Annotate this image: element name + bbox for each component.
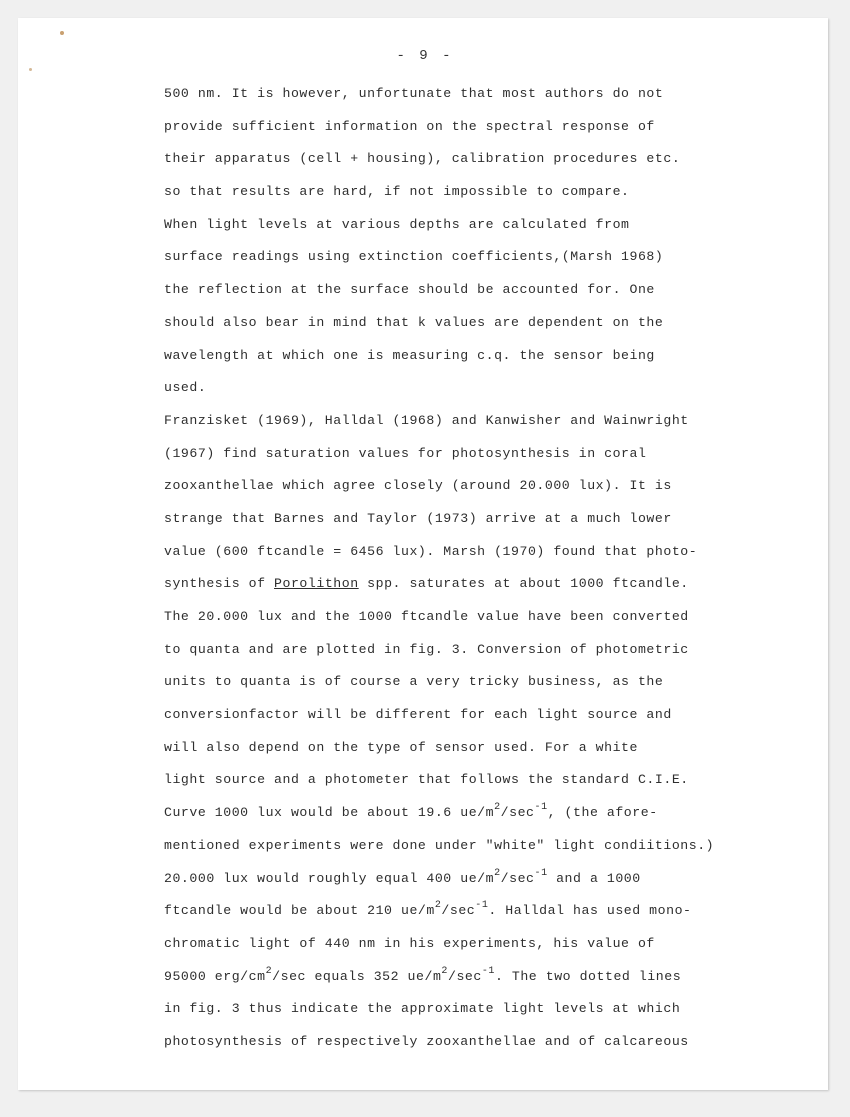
superscript: 2 bbox=[494, 867, 501, 879]
superscript: -1 bbox=[534, 867, 548, 879]
superscript: 2 bbox=[434, 900, 442, 912]
text-line: to quanta and are plotted in fig. 3. Conversion of photometric bbox=[164, 641, 689, 657]
text-line: 20.000 lux would roughly equal 400 $ue/m^2/\sec^{-1}$ and a 1000 bbox=[164, 867, 641, 886]
text-line: should also bear in mind that k values are dependent on the bbox=[164, 314, 664, 330]
text-line: value (600 ftcandle = 6456 lux). Marsh (1970) found that photo- bbox=[164, 543, 698, 559]
text-line: synthesis of Porolithon spp. saturates at about 1000 ftcandle. bbox=[164, 576, 689, 592]
text-line: units to quanta is of course a very tricky business, as the bbox=[164, 674, 664, 690]
underlined-genus-name: Porolithon bbox=[274, 576, 359, 592]
superscript: -1 bbox=[475, 900, 489, 912]
text-line: their apparatus (cell + housing), calibration procedures etc. bbox=[164, 151, 681, 167]
superscript: 2 bbox=[494, 802, 501, 814]
text-line: photosynthesis of respectively zooxanthellae and of calcareous bbox=[164, 1033, 689, 1049]
text-line: When light levels at various depths are calculated from bbox=[164, 216, 630, 232]
paper-speck bbox=[60, 31, 64, 35]
text-line: Curve 1000 lux would be about 19.6 $ue/m^2/\sec^{-1}$, (the afore- bbox=[164, 802, 658, 821]
text-line: light source and a photometer that follows the standard C.I.E. bbox=[164, 772, 689, 788]
text-line: in fig. 3 thus indicate the approximate light levels at which bbox=[164, 1001, 681, 1017]
text-line: wavelength at which one is measuring c.q. the sensor being bbox=[164, 347, 655, 363]
superscript: -1 bbox=[481, 965, 495, 977]
body-text bbox=[164, 80, 824, 1061]
text-line: strange that Barnes and Taylor (1973) arrive at a much lower bbox=[164, 510, 672, 526]
text-line: mentioned experiments were done under "white" light condiitions.) bbox=[164, 837, 715, 853]
text-line: 500 nm. It is however, unfortunate that most authors do not bbox=[164, 86, 664, 101]
text-line: provide sufficient information on the spectral response of bbox=[164, 118, 655, 134]
superscript: 2 bbox=[265, 965, 273, 977]
text-line: ftcandle would be about 210 $ue/m^2/\sec^{-1}$. Halldal has used mono- bbox=[164, 900, 692, 919]
text-line: zooxanthellae which agree closely (around 20.000 lux). It is bbox=[164, 478, 672, 494]
text-line: used. bbox=[164, 380, 207, 396]
text-line: conversionfactor will be different for each light source and bbox=[164, 707, 672, 723]
superscript: 2 bbox=[441, 965, 448, 977]
text-line: will also depend on the type of sensor used. For a white bbox=[164, 739, 638, 755]
text-line: The 20.000 lux and the 1000 ftcandle value have been converted bbox=[164, 609, 689, 624]
superscript: -1 bbox=[534, 802, 548, 814]
paper-speck bbox=[29, 68, 32, 71]
text-line: surface readings using extinction coefficients,(Marsh 1968) bbox=[164, 249, 664, 265]
text-line: 95000 erg/$cm^2/\sec$ equals 352 $ue/m^2/\sec^{-1}$. The two dotted lines bbox=[164, 965, 682, 984]
text-line: so that results are hard, if not impossible to compare. bbox=[164, 184, 630, 200]
text-line: (1967) find saturation values for photosynthesis in coral bbox=[164, 445, 647, 461]
text-line: the reflection at the surface should be accounted for. One bbox=[164, 282, 655, 298]
page-number: - 9 - bbox=[396, 48, 454, 64]
text-line: chromatic light of 440 nm in his experiments, his value of bbox=[164, 935, 655, 951]
text-line: Franzisket (1969), Halldal (1968) and Kanwisher and Wainwright bbox=[164, 412, 689, 428]
